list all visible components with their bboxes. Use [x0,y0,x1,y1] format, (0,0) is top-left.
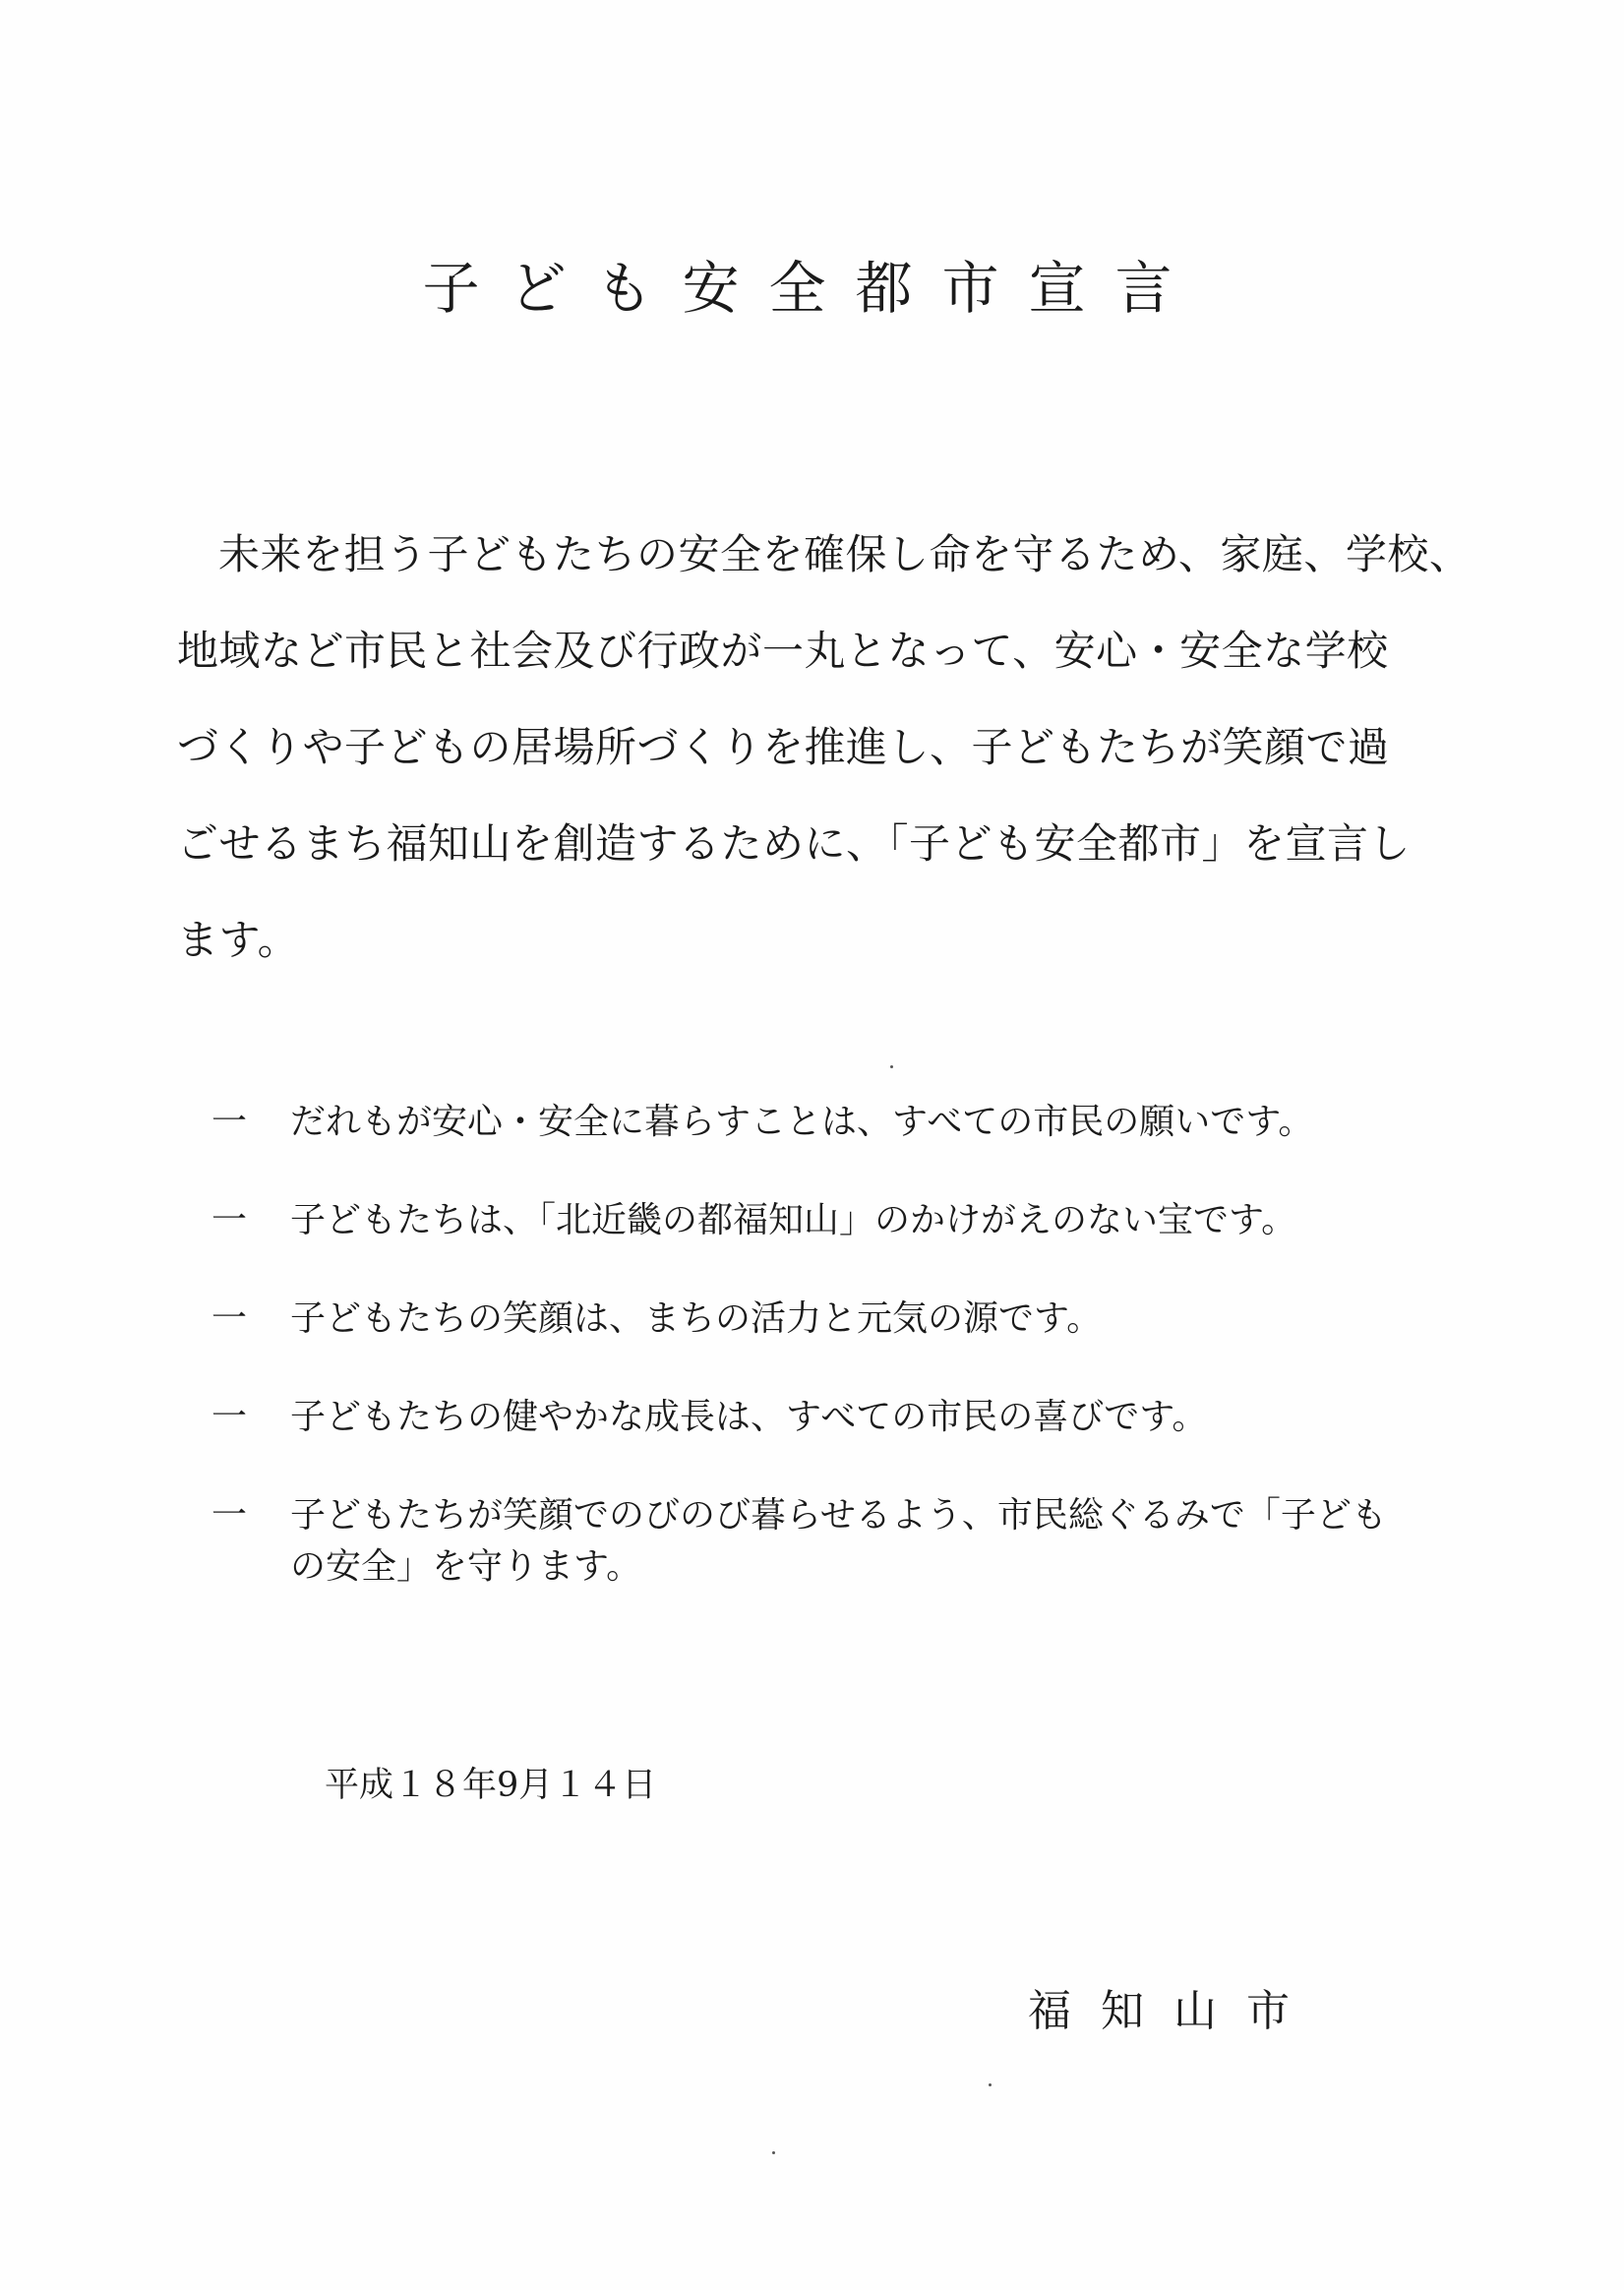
document-title: 子ども安全都市宣言 [422,255,1202,322]
preamble-line: 地域など市民と社会及び行政が一丸となって、安心・安全な学校 [177,627,1389,675]
issuer-signature: 福知山市 [1028,1986,1319,2036]
article-marker: 一 [211,1102,248,1142]
article-marker: 一 [211,1397,248,1437]
declaration-article [211,1294,1480,1345]
article-marker: 一 [211,1200,248,1240]
article-text: だれもが安心・安全に暮らすことは、すべての市民の願いです。 [290,1102,1314,1142]
declaration-article [211,1392,1480,1443]
scan-speck [890,1065,893,1068]
declaration-articles [211,1097,1480,1640]
declaration-date: 平成１８年9月１４日 [325,1766,657,1805]
article-text: 子どもたちの健やかな成長は、すべての市民の喜びです。 [290,1397,1208,1437]
article-text-continued: の安全」を守ります。 [290,1546,642,1587]
preamble-line: 未来を担う子どもたちの安全を確保し命を守るため、家庭、学校、 [218,530,1472,578]
declaration-article [211,1097,1480,1148]
scan-speck [989,2083,992,2086]
preamble-line: づくりや子どもの居場所づくりを推進し、子どもたちが笑顔で過 [177,723,1390,771]
preamble-line: ます。 [177,916,300,964]
preamble-line: ごせるまち福知山を創造するために、「子ども安全都市」を宣言し [177,819,1412,868]
article-text: 子どもたちが笑顔でのびのび暮らせるよう、市民総ぐるみで「子ども [290,1495,1387,1536]
declaration-article [211,1195,1480,1246]
article-text: 子どもたちは、「北近畿の都福知山」のかけがえのない宝です。 [290,1200,1297,1240]
declaration-article [211,1490,1480,1593]
article-text: 子どもたちの笑顔は、まちの活力と元気の源です。 [290,1298,1103,1339]
preamble-paragraph [177,507,1472,989]
article-marker: 一 [211,1495,248,1536]
article-marker: 一 [211,1298,248,1339]
scan-speck [772,2151,775,2154]
